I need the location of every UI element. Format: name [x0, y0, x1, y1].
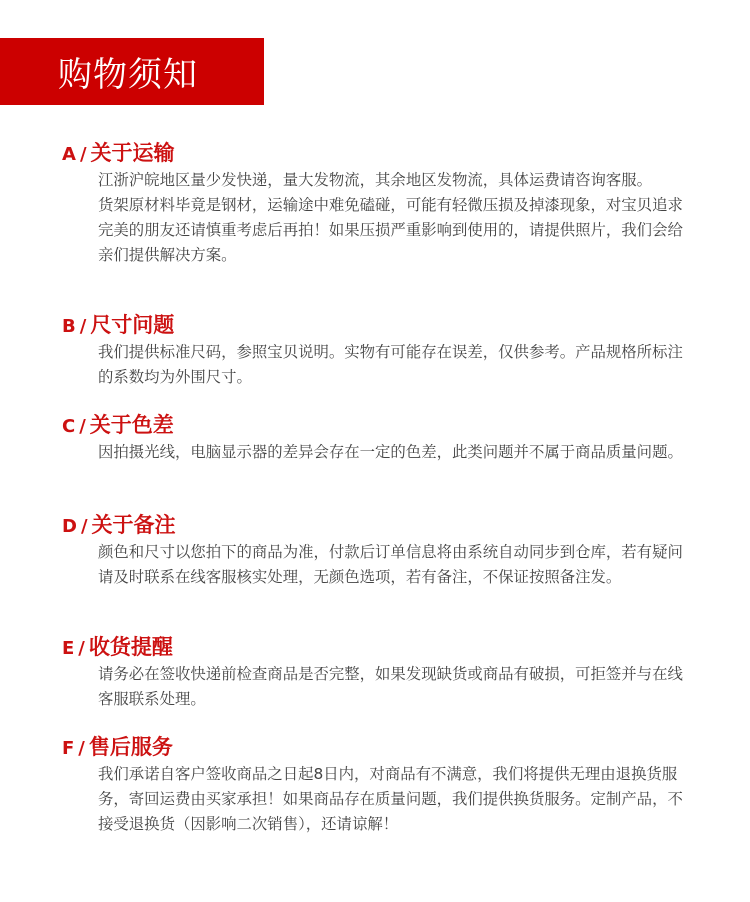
notice-sections	[0, 138, 750, 837]
section-letter: C	[62, 416, 76, 437]
section-body	[98, 168, 688, 268]
section-paragraph: 我们承诺自客户签收商品之日起8日内，对商品有不满意，我们将提供无理由退换货服务，寄回运费由买家承担！如果商品存在质量问题，我们提供换货服务。定制产品，不接受退换货（因影响二次销售），还请谅解！	[98, 765, 683, 833]
section-heading: D / 关于备注	[62, 513, 176, 537]
section-receipt-reminder	[0, 632, 750, 732]
section-heading: B / 尺寸问题	[62, 313, 175, 337]
section-letter: A	[62, 144, 76, 165]
section-paragraph: 因拍摄光线，电脑显示器的差异会存在一定的色差，此类问题并不属于商品质量问题。	[98, 443, 683, 461]
page-title: 购物须知	[58, 55, 198, 95]
section-size	[0, 310, 750, 410]
section-paragraph: 江浙沪皖地区量少发快递，量大发物流，其余地区发物流，具体运费请咨询客服。	[98, 171, 653, 189]
section-shipping	[0, 138, 750, 310]
section-body	[98, 340, 688, 390]
section-letter: B	[62, 316, 76, 337]
section-after-sales	[0, 732, 750, 837]
section-paragraph: 我们提供标准尺码，参照宝贝说明。实物有可能存在误差，仅供参考。产品规格所标注的系数均为外围尺寸。	[98, 343, 683, 386]
section-heading: C / 关于色差	[62, 413, 174, 437]
section-heading: E / 收货提醒	[62, 635, 173, 659]
section-heading: F / 售后服务	[62, 735, 173, 759]
section-paragraph: 颜色和尺寸以您拍下的商品为准，付款后订单信息将由系统自动同步到仓库，若有疑问请及时联系在线客服核实处理，无颜色选项，若有备注，不保证按照备注发。	[98, 543, 683, 586]
section-title: 关于运输	[90, 141, 175, 165]
section-title: 尺寸问题	[90, 313, 175, 337]
section-body	[98, 762, 688, 837]
section-letter: F	[62, 738, 75, 759]
section-title: 关于备注	[91, 513, 176, 537]
section-title: 关于色差	[89, 413, 174, 437]
section-title: 售后服务	[88, 735, 173, 759]
section-letter: E	[62, 638, 75, 659]
section-remarks	[0, 510, 750, 632]
section-title: 收货提醒	[88, 635, 173, 659]
section-letter: D	[62, 516, 77, 537]
page-title-banner	[0, 38, 264, 105]
section-heading: A / 关于运输	[62, 141, 175, 165]
section-paragraph: 请务必在签收快递前检查商品是否完整，如果发现缺货或商品有破损，可拒签并与在线客服联系处理。	[98, 665, 683, 708]
section-paragraph: 货架原材料毕竟是钢材，运输途中难免磕碰，可能有轻微压损及掉漆现象，对宝贝追求完美的朋友还请慎重考虑后再拍！如果压损严重影响到使用的，请提供照片，我们会给亲们提供解决方案。	[98, 196, 683, 264]
section-body	[98, 662, 688, 712]
section-color-difference	[0, 410, 750, 510]
section-body	[98, 540, 688, 590]
section-body	[98, 440, 688, 465]
